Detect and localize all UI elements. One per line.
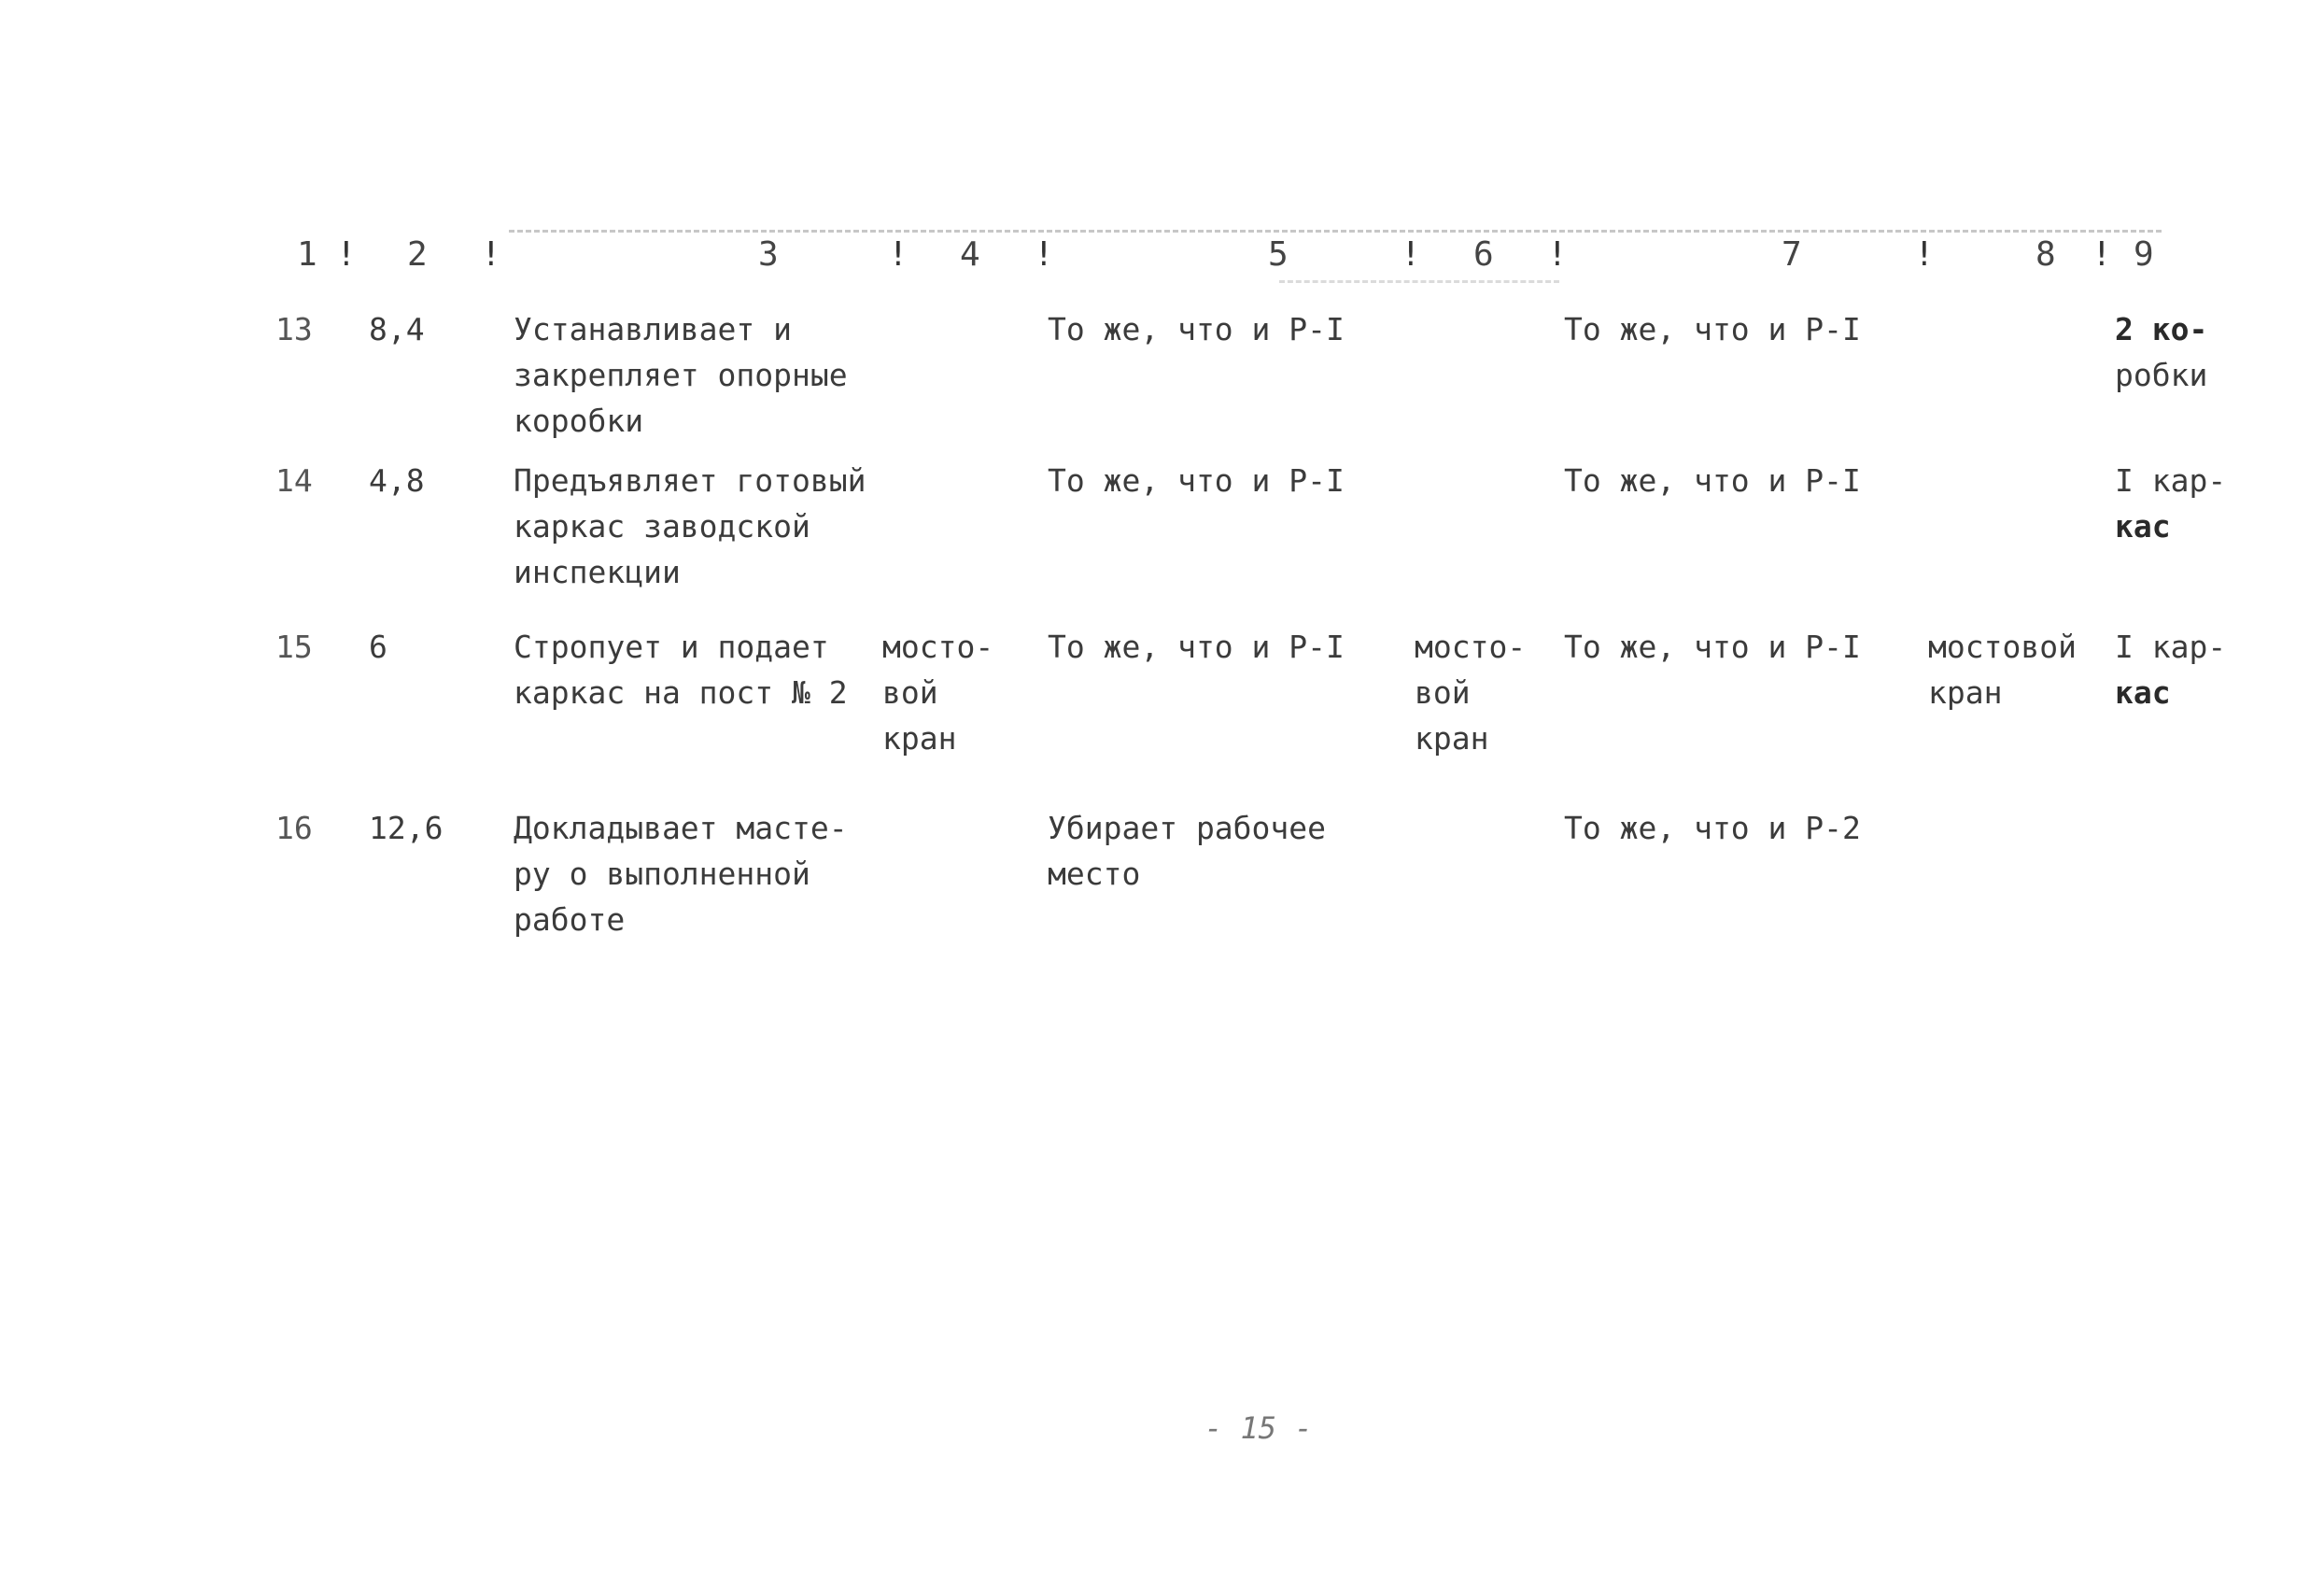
equipment-line: вой [1415, 674, 1471, 711]
equipment-line: кран [1415, 720, 1489, 757]
worker-2-operation: То же, что и Р-I [1048, 462, 1345, 499]
header-col-8: 8 [2035, 235, 2056, 274]
operation-line: ру о выполненной [514, 856, 810, 892]
operation-line: Устанавливает и [514, 311, 793, 347]
equipment-line: мосто- [1415, 629, 1527, 665]
row-number: 15 [275, 629, 313, 665]
header-col-2: 2 [407, 235, 428, 274]
result-line: кас [2115, 674, 2171, 711]
operation-line: закрепляет опорные [514, 357, 848, 393]
equipment-line: кран [882, 720, 957, 757]
header-separator: ! [481, 235, 501, 274]
operation-line: Стропует и подает [514, 629, 829, 665]
worker-3-operation: То же, что и Р-I [1564, 629, 1861, 665]
header-col-6: 6 [1473, 235, 1494, 274]
operation-line: Предъявляет готовый [514, 462, 866, 499]
result-line: I кар- [2115, 462, 2227, 499]
equipment-line: мосто- [882, 629, 994, 665]
header-col-3: 3 [758, 235, 779, 274]
header-separator: ! [336, 235, 357, 274]
header-separator: ! [1914, 235, 1935, 274]
row-time: 12,6 [369, 810, 444, 846]
operation-line: каркас на пост № 2 [514, 674, 848, 711]
operation-line: инспекции [514, 554, 681, 590]
header-separator: ! [1547, 235, 1568, 274]
header-underline [1279, 280, 1559, 283]
result-line: кас [2115, 508, 2171, 545]
result-line: I кар- [2115, 629, 2227, 665]
worker-2-operation: То же, что и Р-I [1048, 311, 1345, 347]
result-line: 2 ко- [2115, 311, 2208, 347]
row-number: 14 [275, 462, 313, 499]
worker-2-operation: Убирает рабочее [1048, 810, 1327, 846]
result-line: робки [2115, 357, 2208, 393]
row-time: 8,4 [369, 311, 425, 347]
header-separator: ! [2092, 235, 2112, 274]
equipment-line: кран [1928, 674, 2003, 711]
header-col-7: 7 [1782, 235, 1802, 274]
header-rule [509, 230, 2162, 233]
page-number: - 15 - [1204, 1410, 1313, 1446]
worker-2-operation: место [1048, 856, 1141, 892]
row-number: 13 [275, 311, 313, 347]
worker-2-operation: То же, что и Р-I [1048, 629, 1345, 665]
header-col-5: 5 [1268, 235, 1289, 274]
operation-line: коробки [514, 403, 644, 439]
row-time: 6 [369, 629, 387, 665]
operation-line: Докладывает масте- [514, 810, 848, 846]
operation-line: работе [514, 901, 626, 938]
header-col-1: 1 [297, 235, 317, 274]
header-col-4: 4 [960, 235, 980, 274]
header-separator: ! [1401, 235, 1421, 274]
row-time: 4,8 [369, 462, 425, 499]
header-separator: ! [1034, 235, 1054, 274]
worker-3-operation: То же, что и Р-2 [1564, 810, 1861, 846]
header-separator: ! [888, 235, 908, 274]
equipment-line: мостовой [1928, 629, 2077, 665]
worker-3-operation: То же, что и Р-I [1564, 462, 1861, 499]
operation-line: каркас заводской [514, 508, 810, 545]
header-col-9: 9 [2134, 235, 2154, 274]
equipment-line: вой [882, 674, 938, 711]
worker-3-operation: То же, что и Р-I [1564, 311, 1861, 347]
row-number: 16 [275, 810, 313, 846]
